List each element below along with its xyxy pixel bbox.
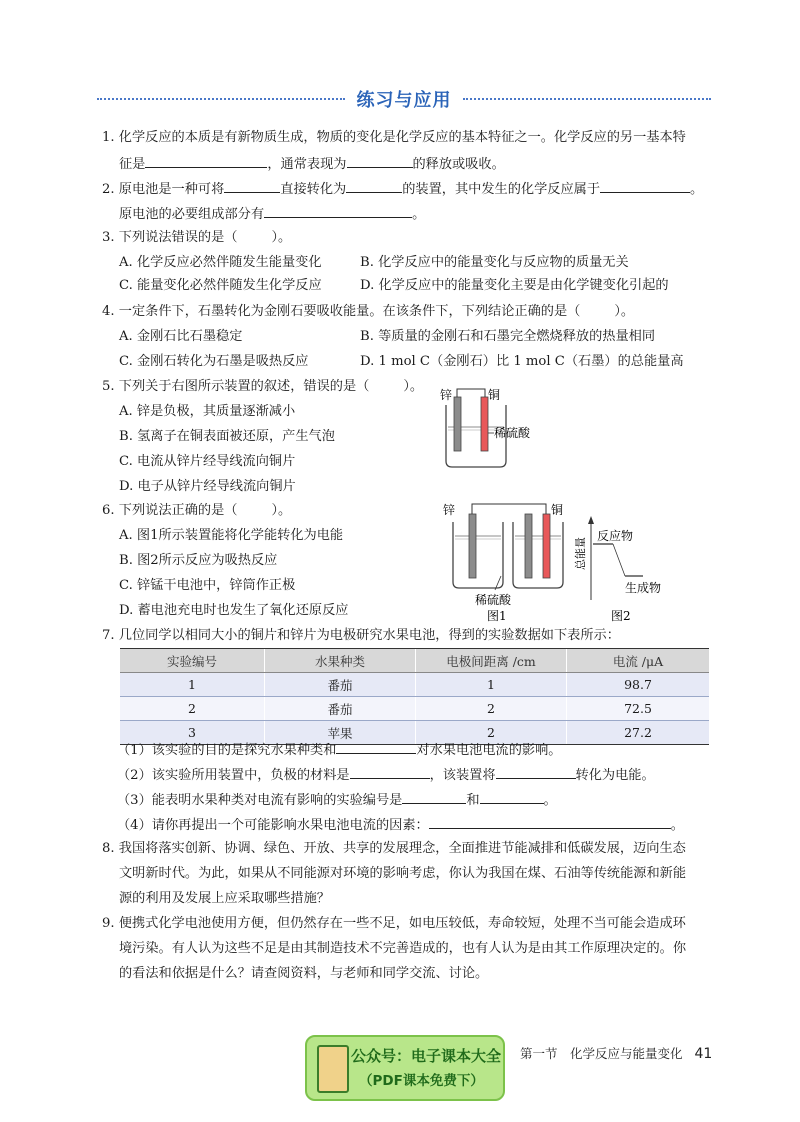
q2-blank-1	[224, 179, 280, 193]
q7-blank-5	[480, 790, 544, 804]
q1-blank-2	[347, 154, 413, 168]
q4-stem	[102, 303, 634, 321]
q5-stem-b: ）。	[403, 379, 424, 394]
q2-text-a: 2. 原电池是一种可将	[102, 182, 225, 197]
q6-option-a: A. 图1所示装置能将化学能转化为电能	[119, 528, 344, 543]
wire	[472, 504, 546, 514]
q7-sub1	[117, 740, 561, 760]
q7-sub4-a: （4）请你再提出一个可能影响水果电池电流的因素：	[117, 818, 429, 833]
q7-blank-2	[350, 765, 430, 779]
stamp-line2: （PDF课本免费下）	[359, 1073, 484, 1089]
q7-sub3-a: （3）能表明水果种类对电流有影响的实验编号是	[117, 793, 403, 808]
q5-stem-a: 5. 下列关于右图所示装置的叙述，错误的是（	[102, 379, 370, 394]
fig2-y-arrow	[588, 516, 594, 524]
table-cell: 3	[120, 721, 265, 745]
q5-galvanic-cell-figure	[430, 383, 550, 473]
q2-text-f: 。	[412, 207, 426, 222]
q7-sub1-b: 对水果电池电流的影响。	[416, 743, 562, 758]
fig2-caption: 图2	[611, 609, 631, 623]
table-cell: 2	[120, 697, 265, 721]
q7-sub1-a: （1）该实验的目的是探究水果种类和	[117, 743, 337, 758]
copper-electrode	[543, 514, 550, 578]
q3-stem-b: ）。	[271, 230, 292, 245]
q4-option-b: B. 等质量的金刚石和石墨完全燃烧释放的热量相同	[360, 329, 656, 344]
q1-blank-1	[145, 154, 267, 168]
q2-blank-4	[264, 204, 412, 218]
beaker-right	[513, 522, 563, 588]
q6-stem-a: 6. 下列说法正确的是（	[102, 503, 238, 518]
q7-blank-3	[496, 765, 576, 779]
table-cell: 番茄	[265, 697, 416, 721]
table-row	[120, 673, 709, 697]
q2-text-c: 的装置，其中发生的化学反应属于	[402, 182, 601, 197]
q2-line2	[119, 204, 425, 224]
q6-option-c: C. 锌锰干电池中，锌筒作正极	[119, 578, 296, 593]
header-dotted-rule-left	[97, 98, 345, 100]
q7-sub2-b: ，该装置将	[429, 768, 496, 783]
table-cell: 番茄	[265, 673, 416, 697]
q2-text-b: 直接转化为	[280, 182, 347, 197]
q7-sub3-b: 和	[466, 793, 480, 808]
q9-line1: 9. 便携式化学电池使用方便，但仍然存在一些不足，如电压较低，寿命较短，处理不当可能会造成环	[102, 916, 686, 931]
q8-line2: 文明新时代。为此，如果从不同能源对环境的影响考虑，你认为我国在煤、石油等传统能源和新能	[119, 866, 687, 881]
beaker-left	[453, 522, 503, 588]
table-header-cell: 电流 /μA	[567, 649, 710, 673]
table-cell: 苹果	[265, 721, 416, 745]
q3-option-a: A. 化学反应必然伴随发生能量变化	[119, 255, 322, 270]
q3-option-b: B. 化学反应中的能量变化与反应物的质量无关	[360, 255, 629, 270]
q1-line2	[119, 154, 505, 174]
q5-option-c: C. 电流从锌片经导线流向铜片	[119, 454, 296, 469]
fig2-transition	[613, 544, 625, 576]
q6-option-b: B. 图2所示反应为吸热反应	[119, 553, 278, 568]
copper-label: 铜	[488, 388, 501, 402]
q4-option-c: C. 金刚石转化为石墨是吸热反应	[119, 354, 309, 369]
q7-stem: 7. 几位同学以相同大小的铜片和锌片为电极研究水果电池，得到的实验数据如下表所示：	[102, 628, 620, 643]
book-icon	[317, 1045, 349, 1093]
table-cell: 1	[120, 673, 265, 697]
fig2-reactant-label: 反应物	[597, 529, 634, 543]
fig1-copper-label: 铜	[551, 503, 564, 517]
fig1-two-beakers	[443, 502, 563, 623]
q1-text-c: 的释放或吸收。	[412, 157, 505, 172]
acid-label: 稀硫酸	[494, 426, 531, 440]
q3-stem	[102, 229, 291, 247]
fig1-zinc-label: 锌	[443, 503, 456, 517]
q7-blank-4	[402, 790, 466, 804]
table-cell: 2	[416, 721, 567, 745]
q2-line1	[102, 179, 703, 199]
table-header-cell: 电极间距离 /cm	[416, 649, 567, 673]
q5-option-a: A. 锌是负极，其质量逐渐减小	[119, 404, 296, 419]
q3-stem-a: 3. 下列说法错误的是（	[102, 230, 238, 245]
zinc-electrode	[469, 514, 476, 578]
q7-sub2-a: （2）该实验所用装置中，负极的材料是	[117, 768, 350, 783]
q4-stem-b: ）。	[614, 304, 635, 319]
footer-section-title: 第一节 化学反应与能量变化	[520, 1046, 683, 1061]
section-title: 练习与应用	[356, 90, 452, 111]
table-header-row	[120, 649, 709, 673]
page-number: 41	[694, 1046, 713, 1062]
stamp-line1: 公众号：电子课本大全	[351, 1047, 502, 1065]
section-header	[97, 86, 711, 114]
q7-sub4-b: 。	[670, 818, 684, 833]
q9-line3: 的看法和依据是什么？请查阅资料，与老师和同学交流、讨论。	[119, 966, 489, 981]
q5-option-d: D. 电子从锌片经导线流向铜片	[119, 479, 296, 494]
q1-text-a: 征是	[119, 157, 146, 172]
fig1-acid-label: 稀硫酸	[475, 593, 512, 607]
q7-sub3-c: 。	[543, 793, 557, 808]
q9-line2: 境污染。有人认为这些不足是由其制造技术不完善造成的，也有人认为是由其工作原理决定的。你	[119, 941, 687, 956]
watermark-stamp	[305, 1035, 505, 1101]
q4-stem-a: 4. 一定条件下，石墨转化为金刚石要吸收能量。在该条件下，下列结论正确的是（	[102, 304, 581, 319]
q6-option-d: D. 蓄电池充电时也发生了氧化还原反应	[119, 603, 349, 618]
table-cell: 27.2	[567, 721, 710, 745]
fig2-product-label: 生成物	[625, 581, 662, 595]
q2-blank-3	[600, 179, 690, 193]
q2-text-d: 。	[690, 182, 704, 197]
page-footer	[520, 1044, 712, 1062]
q6-figures	[435, 500, 685, 625]
q4-option-d: D. 1 mol C（金刚石）比 1 mol C（石墨）的总能量高	[360, 354, 684, 369]
q8-line3: 源的利用及发展上应采取哪些措施？	[119, 891, 330, 906]
q7-sub3	[117, 790, 557, 810]
q8-line1: 8. 我国将落实创新、协调、绿色、开放、共享的发展理念，全面推进节能减排和低碳发展，迈向生态	[102, 841, 686, 856]
q6-stem	[102, 502, 291, 520]
q6-stem-b: ）。	[271, 503, 292, 518]
q3-option-d: D. 化学反应中的能量变化主要是由化学键变化引起的	[360, 278, 669, 293]
q7-sub2-c: 转化为电能。	[575, 768, 655, 783]
q7-sub2	[117, 765, 655, 785]
q1-line1: 1. 化学反应的本质是有新物质生成，物质的变化是化学反应的基本特征之一。化学反应的另一基本特	[102, 130, 686, 145]
q2-blank-2	[346, 179, 402, 193]
q7-blank-6	[429, 815, 671, 829]
fig1-caption: 图1	[487, 609, 507, 623]
q1-text-b: ，通常表现为	[267, 157, 347, 172]
table-cell: 72.5	[567, 697, 710, 721]
table-header-cell: 实验编号	[120, 649, 265, 673]
q5-option-b: B. 氢离子在铜表面被还原，产生气泡	[119, 429, 335, 444]
q3-option-c: C. 能量变化必然伴随发生化学反应	[119, 278, 322, 293]
zinc-electrode	[454, 397, 461, 451]
q5-stem	[102, 378, 423, 396]
zinc-label: 锌	[440, 388, 453, 402]
zinc-electrode-right	[525, 514, 532, 578]
q7-blank-1	[336, 740, 416, 754]
table-header-cell: 水果种类	[265, 649, 416, 673]
wire	[457, 389, 485, 397]
fig2-y-axis-label: 总能量	[574, 537, 587, 570]
fig2-energy-diagram	[573, 516, 661, 623]
table-row	[120, 697, 709, 721]
table-cell: 98.7	[567, 673, 710, 697]
table-cell: 1	[416, 673, 567, 697]
q7-data-table	[120, 648, 709, 745]
q2-text-e: 原电池的必要组成部分有	[119, 207, 265, 222]
q7-sub4	[117, 815, 684, 835]
q4-option-a: A. 金刚石比石墨稳定	[119, 329, 243, 344]
copper-electrode	[481, 397, 488, 451]
table-cell: 2	[416, 697, 567, 721]
header-dotted-rule-right	[463, 98, 711, 100]
